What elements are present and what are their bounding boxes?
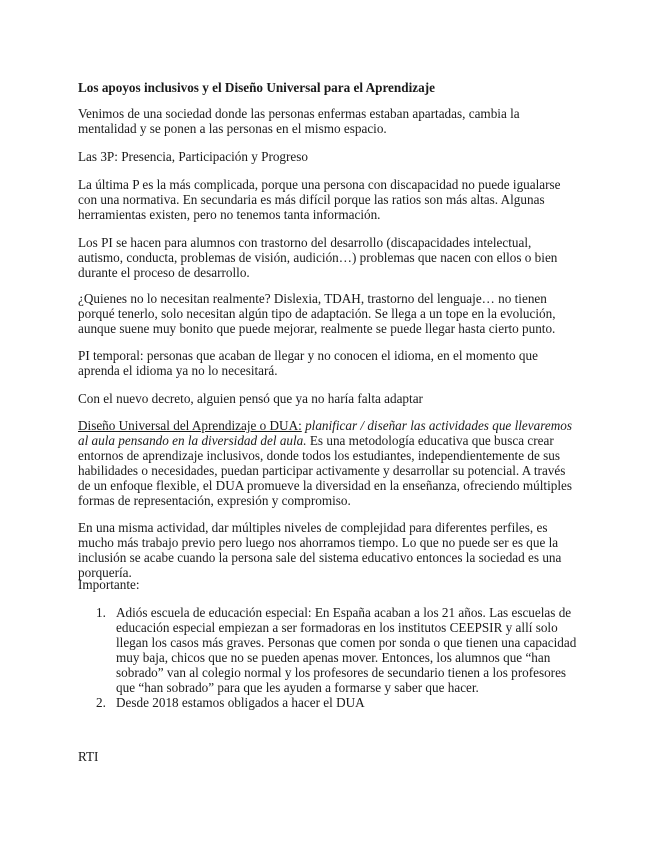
paragraph-pi: Los PI se hacen para alumnos con trastorno del desarrollo (discapacidades intelectual, autismo, conducta, problemas de visión, audición…) problemas que nacen con ellos o bien durante el proceso de desarrollo.	[78, 235, 558, 280]
paragraph-dua	[78, 418, 578, 508]
important-label: Importante:	[78, 577, 140, 592]
dua-definition: planificar / diseñar las actividades que llevaremos al aula pensando en la diversidad del aula.	[78, 418, 572, 448]
dua-heading: Diseño Universal del Aprendizaje o DUA:	[78, 418, 302, 433]
paragraph-decreto: Con el nuevo decreto, alguien pensó que ya no haría falta adaptar	[78, 391, 423, 406]
important-list	[78, 605, 578, 710]
list-text: Adiós escuela de educación especial: En España acaban a los 21 años. Las escuelas de educación especial empiezan a ser formadoras en los institutos CEEPSIR y allí solo llegan los casos más graves. Personas que comen por sonda o que tienen una capacidad muy baja, chicos que no se pueden apenas mover. Entonces, los alumnos que “han sobrado” van al colegio normal y los profesores de secundario tienen a los profesores que “han sobrado” para que les ayuden a formarse y saber que hacer.	[116, 605, 577, 695]
paragraph-niveles: En una misma actividad, dar múltiples niveles de complejidad para diferentes perfiles, es mucho más trabajo previo pero luego nos ahorramos tiempo. Lo que no puede ser es que la inclusión se acabe cuando la persona sale del sistema educativo entonces la sociedad es una porquería.	[78, 520, 562, 580]
list-item	[78, 695, 578, 710]
list-number: 1.	[96, 605, 106, 620]
paragraph-intro: Venimos de una sociedad donde las personas enfermas estaban apartadas, cambia la mentalidad y se ponen a las personas en el mismo espacio.	[78, 106, 520, 136]
dua-description: Es una metodología educativa que busca crear entornos de aprendizaje inclusivos, donde todos los estudiantes, independientemente de sus habilidades o necesidades, puedan participar activamente y desarrollar su potencial. A través de un enfoque flexible, el DUA promueve la diversidad en la enseñanza, ofreciendo múltiples formas de representación, expresión y compromiso.	[78, 433, 572, 508]
document-title: Los apoyos inclusivos y el Diseño Universal para el Aprendizaje	[78, 80, 435, 95]
paragraph-3p: Las 3P: Presencia, Participación y Progreso	[78, 149, 308, 164]
list-number: 2.	[96, 695, 106, 710]
paragraph-quienes: ¿Quienes no lo necesitan realmente? Dislexia, TDAH, trastorno del lenguaje… no tienen porqué tenerlo, solo necesitan algún tipo de adaptación. Se llega a un tope en la evolución, aunque suene muy bonito que puede mejorar, realmente se puede llegar hasta cierto punto.	[78, 291, 556, 336]
paragraph-pi-temporal: PI temporal: personas que acaban de llegar y no conocen el idioma, en el momento que aprenda el idioma ya no lo necesitará.	[78, 348, 538, 378]
list-text: Desde 2018 estamos obligados a hacer el DUA	[116, 695, 365, 710]
paragraph-ultima-p: La última P es la más complicada, porque una persona con discapacidad no puede igualarse con una normativa. En secundaria es más difícil porque las ratios son más altas. Algunas herramientas existen, pero no tenemos tanta información.	[78, 177, 561, 222]
list-item	[78, 605, 578, 695]
footer-rti: RTI	[78, 749, 99, 764]
